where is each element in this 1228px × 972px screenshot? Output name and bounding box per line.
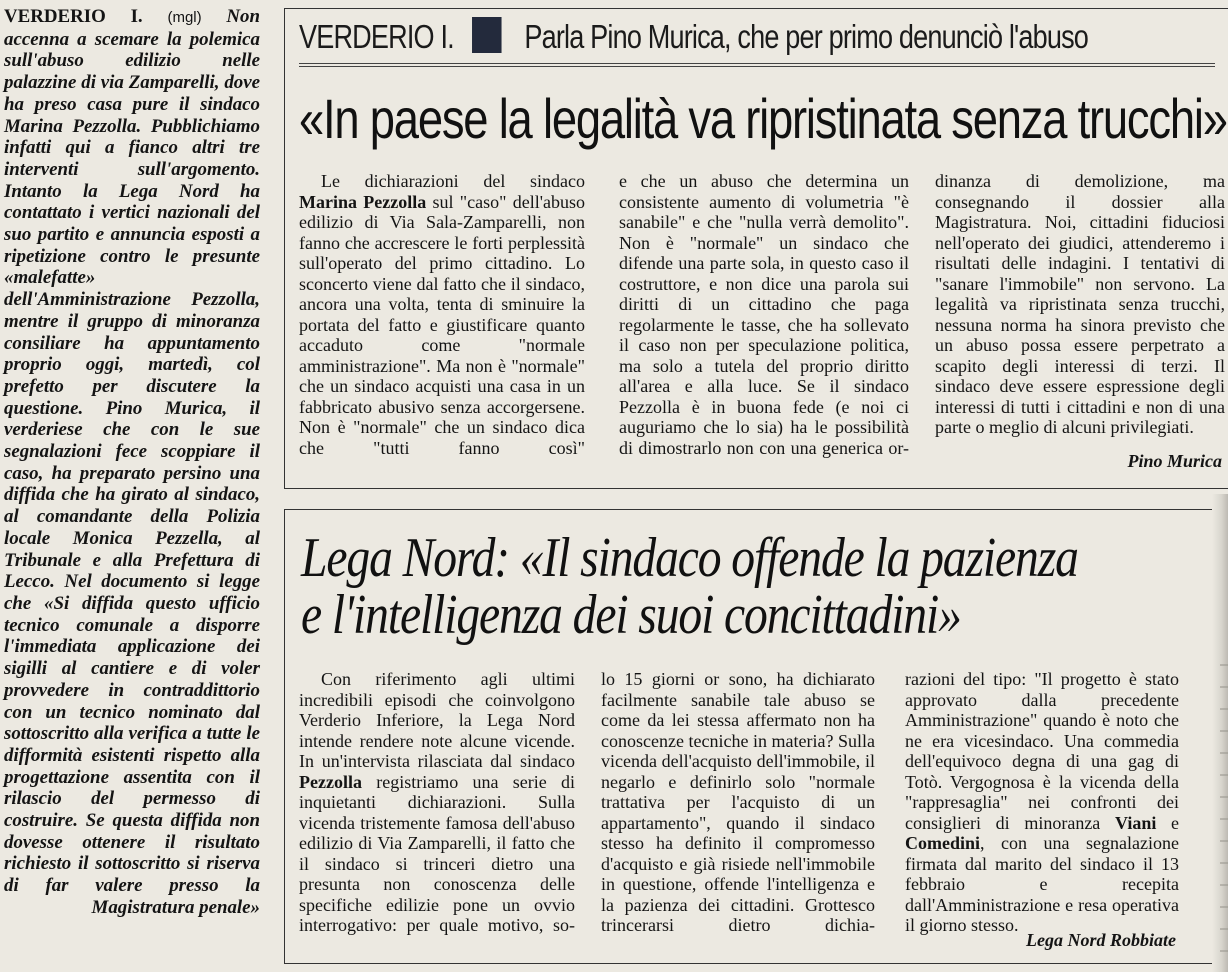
sidebar-summary — [4, 6, 260, 919]
article-kicker — [299, 17, 1089, 57]
col3-name-2: Comedini — [905, 833, 981, 853]
col1-name: Marina Pezzolla — [299, 191, 427, 212]
article1-column-1 — [299, 171, 585, 458]
kicker-rule — [299, 63, 1215, 67]
col1-text-a: Con riferimento agli ultimi incredibili episodi che coinvolgono Verderio Inferiore, la Lega Nord intende rendere note alcune vicende. In un'intervista rilasciata dal sindaco — [299, 669, 575, 771]
article2-signature: Lega Nord Robbiate — [1026, 930, 1176, 950]
adjacent-page-edge — [1212, 494, 1228, 972]
col3-text-a: razioni del tipo: "Il progetto è stato approvato dalla precedente Amministrazione" quando è noto che ne era vicesindaco. Una commedia dell'equivoco degna di una gag di Totò. Vergognosa è la vicenda della "rappresaglia" nei confronti dei consiglieri di minoranza — [905, 669, 1179, 833]
sidebar-lead: VERDERIO I. — [4, 6, 143, 27]
col3-and: e — [1171, 812, 1180, 833]
article2-column-1 — [299, 669, 575, 936]
headline-line-1: Lega Nord: «Il sindaco offende la pazienza — [301, 527, 1078, 589]
article2-column-3 — [905, 669, 1179, 936]
col3-name-1: Viani — [1115, 812, 1157, 833]
kicker-square-icon — [472, 17, 502, 53]
kicker-text: Parla Pino Murica, che per primo denunciò l'abuso — [524, 18, 1089, 55]
article-lega-nord — [284, 509, 1228, 964]
article1-column-3: dinanza di demolizione, ma consegnando il dossier alla Magistratura. Noi, cittadini fiduciosi nell'operato dei giudici, attenderemo i risultati delle indagini. I tentativi di "sanare l'immobile" non servono. La legalità va ripristinata senza trucchi, nessuna norma ha sinora previsto che un abuso possa essere perpetrato a scapito degli interessi di terzi. Il sindaco deve essere espressione degli interessi di tutti i cittadini e non di una parte o meglio di alcuni privilegiati. — [935, 171, 1225, 437]
sidebar-source: (mgl) — [167, 9, 202, 26]
headline-line-2: e l'intelligenza dei suoi concittadini» — [301, 584, 961, 646]
col1-name: Pezzolla — [299, 771, 362, 792]
col1-text-a: Le dichiarazioni del sindaco — [321, 171, 585, 191]
article2-headline — [301, 527, 1228, 646]
article-headline: «In paese la legalità va ripristinata senza trucchi» — [299, 87, 1227, 150]
col1-text-b: registriamo una serie di inquietanti dichiarazioni. Sulla vicenda tristemente famosa dell'abuso edilizio di Via Zamparelli, il fatto che il sindaco si trinceri dietro una presunta non conoscenza delle specifiche edilizie pone un ovvio interrogativo: per quale motivo, so- — [299, 771, 576, 935]
article-murica — [284, 8, 1228, 489]
col1-text-b: sul "caso" dell'abuso edilizio di Via Sala-Zamparelli, non fanno che accrescere le forti perplessità sull'operato del primo cittadino. Lo sconcerto viene dal fatto che il sindaco, ancora una volta, tenta di sminuire la portata del fatto e giustificare quanto accaduto come "normale amministrazione". Ma non è "normale" che un sindaco acquisti una casa in un fabbricato abusivo senza accorgersene. Non è "normale" che un sindaco dica che "tutti fanno così" — [299, 191, 585, 458]
article1-signature: Pino Murica — [1127, 451, 1222, 471]
article2-column-2: lo 15 giorni or sono, ha dichiarato facilmente sanabile tale abuso se come da lei stessa affermato non ha conoscenze tecniche in materia? Sulla vicenda dell'acquisto dell'immobile, il negarlo e definirlo solo "normale trattativa per l'acquisto di un appartamento", quando il sindaco stesso ha definito il compromesso d'acquisto e già risiede nell'immobile in questione, offende l'intelligenza e la pazienza dei cittadini. Grottesco trincerarsi dietro dichia- — [601, 669, 875, 935]
col3-text-b: , con una segnalazione firmata dal marito del sindaco il 13 febbraio e recepita dall'Amministrazione e resa operativa il giorno stesso. — [905, 833, 1179, 935]
sidebar-body: Non accenna a scemare la polemica sull'abuso edilizio nelle palazzine di via Zamparelli, dove ha preso casa pure il sindaco Marina Pezzolla. Pubblichiamo infatti qui a fianco altri tre interventi sull'argomento. Intanto la Lega Nord ha contattato i vertici nazionali del suo partito e annuncia esposti a ripetizione contro le presunte «malefatte» dell'Amministrazione Pezzolla, mentre il gruppo di minoranza consiliare ha appuntamento proprio oggi, martedì, col prefetto per discutere la questione. Pino Murica, il verderiese che con le sue segnalazioni fece scoppiare il caso, ha preparato persino una diffida che ha girato al sindaco, al comandante della Polizia locale Monica Pezzella, al Tribunale e alla Prefettura di Lecco. Nel documento si legge che «Si diffida questo ufficio tecnico comunale a disporre l'immediata applicazione dei sigilli al cantiere e di voler provvedere in contraddittorio con un tecnico nominato dal sottoscritto alla verifica a tutte le difformità esistenti rispetto alla progettazione assentita con il rilascio del permesso di costruire. Se questa diffida non dovesse ottenere il risultato richiesto il sottoscritto si riserva di far valere presso la Magistratura penale» — [4, 6, 260, 918]
article1-column-2: e che un abuso che determina un consistente aumento di volumetria "è sanabile" e che "nulla verrà demolito". Non è "normale" un sindaco che difende una parte sola, in questo caso il costruttore, e non dice una parola sui diritti di un cittadino che paga regolarmente le tasse, che ha sollevato il caso non per speculazione politica, ma solo a tutela del proprio diritto all'area e alla luce. Se il sindaco Pezzolla è in buona fede (e noi ci auguriamo che lo sia) ha le possibilità di dimostrarlo non con una generica or- — [619, 171, 909, 458]
kicker-place: VERDERIO I. — [299, 18, 454, 55]
